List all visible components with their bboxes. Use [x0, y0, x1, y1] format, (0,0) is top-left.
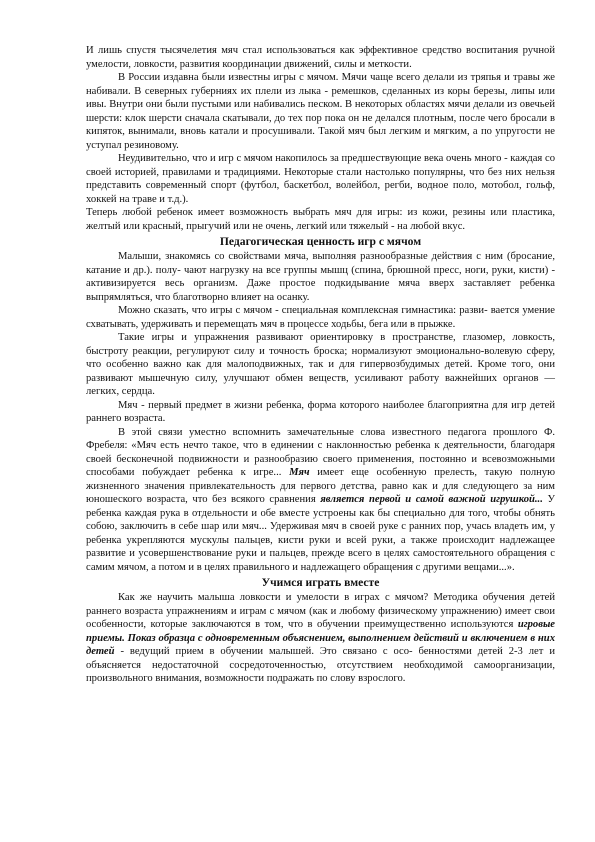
- text-run: имеет еще особенную прелесть, такую полную жизненного значения привлекательность для первого детства, равно как и для следующего за ним юношеского возраста, что без всякого сравнения: [86, 467, 555, 505]
- paragraph: Малыши, знакомясь со свойствами мяча, выполняя разнообразные действия с ним (бросание, катание и др.). полу- чают нагрузку на все группы мышц (спина, брюшной пресс, ноги, руки, кисти) - активизируется весь организм. Даже простое подкидывание мяча вверх заставляет ребенка выпрямляться, что благотворно влияет на осанку.: [86, 251, 555, 303]
- paragraph: Можно сказать, что игры с мячом - специальная комплексная гимнастика: разви- вается умение схватывать, удерживать и перемещать мяч в процессе ходьбы, бега или в прыжке.: [86, 305, 555, 330]
- paragraph: Такие игры и упражнения развивают ориентировку в пространстве, глазомер, ловкость, быстроту реакции, регулируют силу и точность броска; нормализуют эмоционально-волевую сферу, что особенно важно как для малоподвижных, так и для гипервозбудимых детей. Кроме того, они развивают мышечную силу, улучшают обмен веществ, усиливают работу важнейших органов — легких, сердца.: [86, 332, 555, 397]
- paragraph: [86, 591, 555, 686]
- quote-paragraph: [86, 426, 555, 575]
- text-run: - ведущий прием в обучении малышей. Это связано с осо- бенностями детей 2-3 лет и объясняется недостаточной сосредоточенностью, отсутствием необходимой самоорганизации, произвольного внимания, возможности подражать по слову взрослого.: [86, 646, 555, 684]
- paragraph: Неудивительно, что и игр с мячом накопилось за предшествующие века очень много - каждая со своей историей, правилами и традициями. Некоторые стали настолько популярны, что без них нельзя представить современный спорт (футбол, баскетбол, волейбол, регби, водное поло, мотобол, гольф, хоккей на траве и т.д.).: [86, 153, 555, 205]
- text-run: Как же научить малыша ловкости и умелости в играх с мячом? Методика обучения детей раннего возраста упражнениям и играм с мячом (как и любому физическому упражнению) имеет свои особенности, которые заключаются в том, что в обучении преимущественно используются: [86, 592, 555, 630]
- section-heading: Педагогическая ценность игр с мячом: [219, 235, 422, 248]
- emphasis-text: игровые приемы. Показ образца с одновременным объяснением, выполнением действий и включением в них детей: [86, 619, 555, 657]
- paragraph: В России издавна были известны игры с мячом. Мячи чаще всего делали из тряпья и травы же набивали. В северных губерниях их плели из лыка - ремешков, сделанных из коры березы, липы или ивы. Внутри они были пустыми или набивались песком. В некоторых областях мячи делали из овечьей шерсти: клок шерсти сначала скатывали, до тех пор пока он не делался плотным, после чего бросали в кипяток, вынимали, вновь катали и просушивали. Такой мяч был легким и мягким, а по упругости не уступал резиновому.: [86, 72, 555, 151]
- text-run: У ребенка каждая рука в отдельности и обе вместе устроены как бы специально для того, чтобы обнять собою, заключить в себе шар или мяч... Удерживая мяч в своей руке с ранних пор, учась владеть им, у ребенка укрепляются мускулы пальцев, кисти руки и всей руки, а также происходит надлежащее развитие и усовершенствование руки и пальцев, прежде всего в целях самостоятельного обращения с самим мячом, а потом и в целях правильного и надлежащего обращения с другими вещами...».: [86, 494, 555, 573]
- paragraph: Мяч - первый предмет в жизни ребенка, форма которого наиболее благоприятна для игр детей раннего возраста.: [86, 399, 555, 424]
- emphasis-text: является первой и самой важной игрушкой...: [320, 494, 543, 505]
- paragraph: И лишь спустя тысячелетия мяч стал использоваться как эффективное средство воспитания ручной умелости, ловкости, развития координации движений, силы и меткости.: [86, 45, 555, 70]
- paragraph: Теперь любой ребенок имеет возможность выбрать мяч для игры: из кожи, резины или пластика, желтый или красный, прыгучий или не очень, легкий или тяжелый - на любой вкус.: [86, 207, 555, 232]
- document-page: [86, 44, 555, 686]
- section-heading: Учимся играть вместе: [261, 576, 380, 589]
- emphasis-text: Мяч: [289, 467, 310, 478]
- text-run: В этой связи уместно вспомнить замечательные слова известного педагога прошлого Ф. Фребеля: «Мяч есть нечто такое, что в единении с наклонностью ребенка к деятельности, благодаря своей бесконечной подвижности и разнообразию своего применения, постоянно и всевозможными способами побуждает ребенка к игре...: [86, 426, 555, 478]
